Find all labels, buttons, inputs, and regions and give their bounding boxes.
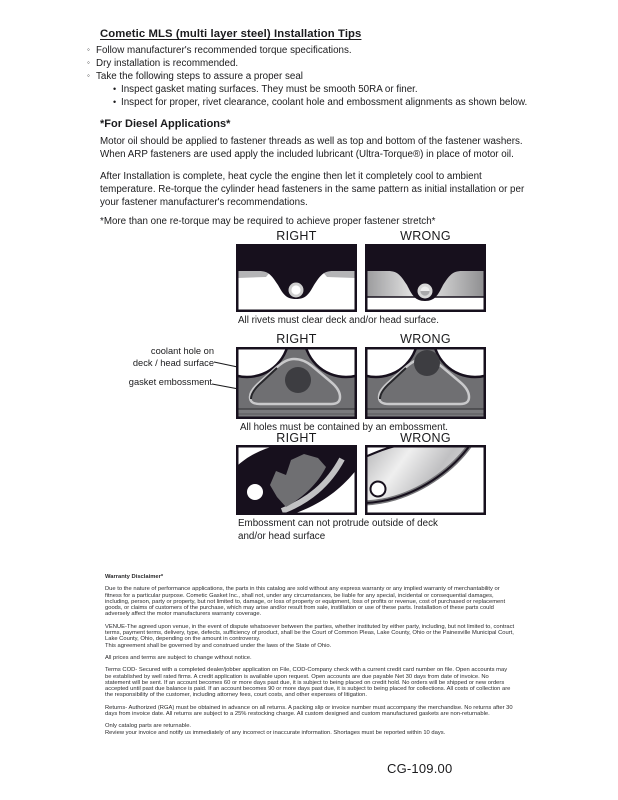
sub-bullet-marker: • bbox=[113, 84, 117, 94]
warranty-paragraph: Only catalog parts are returnable. Review your invoice and notify us immediately of any incorrect or inaccurate information. Shortages must be reported within 10 days. bbox=[105, 723, 446, 736]
warranty-paragraph: All prices and terms are subject to change without notice. bbox=[105, 654, 252, 661]
tip-item-text: Dry installation is recommended. bbox=[96, 58, 239, 69]
bullet-marker: ◦ bbox=[87, 71, 90, 80]
page-number: CG-109.00 bbox=[387, 761, 453, 776]
tip-item-text: Take the following steps to assure a proper seal bbox=[96, 71, 303, 82]
warranty-paragraph: VENUE-The agreed upon venue, in the event of dispute whatsoever between the parties, whether instituted by either party, including, but not limited to, contract terms, payment terms, delivery, type, defects, sufficiency of product, shall be the Court of Common Pleas, Lake County, Ohio or the Painesville Municipal Court, Lake County, Ohio, depending on the amount in controversy. This agreement shall be governed by and construed under the laws of the State of Ohio. bbox=[105, 623, 515, 649]
tip-item bbox=[87, 71, 303, 82]
tip-item bbox=[87, 58, 239, 69]
wrong-label: WRONG bbox=[400, 431, 451, 445]
figure1-right-image bbox=[236, 244, 357, 312]
tip-sub-item-text: Inspect for proper, rivet clearance, coolant hole and embossment alignments as shown below. bbox=[121, 97, 528, 108]
diesel-paragraph-1: Motor oil should be applied to fastener threads as well as top and bottom of the fastener washers. When ARP fasteners are used apply the included lubricant (Ultra-Torque®) in place of motor oil. bbox=[100, 136, 523, 160]
retorque-note: *More than one re-torque may be required to achieve proper fastener stretch* bbox=[100, 216, 436, 227]
tip-item-text: Follow manufacturer's recommended torque specifications. bbox=[96, 45, 352, 56]
warranty-paragraph: Terms COD- Secured with a completed dealer/jobber application on File, COD-Company check with a current credit card number on file. Open accounts may be established by well rated firms. A credit application is available upon request. Open accounts are due payable Net 30 days from date of invoice. No statement will be sent. If an account becomes 60 or more days past due, it is subject to being placed on credit hold. No orders will be shipped or new orders accepted until past due balance is paid. If an account becomes 90 or more days past due, it is subject to being placed for collections. All costs of collection are the responsibility of the customer, including attorney fees, court costs, and other expenses of litigation. bbox=[105, 667, 511, 699]
figure3-right-image bbox=[236, 445, 357, 515]
warranty-disclaimer bbox=[105, 574, 515, 742]
figure1-caption: All rivets must clear deck and/or head surface. bbox=[238, 315, 439, 326]
figure2-wrong-image bbox=[365, 347, 486, 419]
wrong-label: WRONG bbox=[400, 332, 451, 346]
warranty-paragraph: Due to the nature of performance applications, the parts in this catalog are sold without any express warranty or any implied warranty of merchantability or fitness for a particular purpose. Cometic Gasket Inc., shall not, under any circumstances, be liable for any special, incidental or consequential damages, including, person, party or property, but not limited to, damage, or loss of property or equipment, loss of profits or revenue, cost of purchased or replacement goods, or claims of customers of the purchase, which may arise and/or result from sale, instillation or use of these parts. Installation of these parts could adversely affect the motor manufacturers warranty coverage. bbox=[105, 586, 506, 618]
annotation-coolant-hole-label: coolant hole on deck / head surface bbox=[132, 346, 214, 368]
page-title: Cometic MLS (multi layer steel) Installation Tips bbox=[100, 28, 362, 40]
diesel-heading: *For Diesel Applications* bbox=[100, 118, 231, 130]
warranty-heading: Warranty Disclaimer* bbox=[105, 574, 164, 580]
figure2-caption: All holes must be contained by an embossment. bbox=[240, 422, 449, 433]
warranty-paragraph: Returns- Authorized (RGA) must be obtained in advance on all returns. A packing slip or invoice number must accompany the merchandise. No returns after 30 days from invoice date. All returns are subject to a 25% restocking charge. All custom designed and custom manufactured gaskets are non-returnable. bbox=[105, 704, 513, 718]
right-label: RIGHT bbox=[276, 229, 317, 243]
wrong-label: WRONG bbox=[400, 229, 451, 243]
sub-bullet-marker: • bbox=[113, 97, 117, 107]
figure1-wrong-image bbox=[365, 244, 486, 312]
right-label: RIGHT bbox=[276, 332, 317, 346]
figure3-wrong-image bbox=[365, 445, 486, 515]
tip-sub-item bbox=[113, 97, 528, 108]
figure2-right-image bbox=[236, 347, 357, 419]
bullet-marker: ◦ bbox=[87, 45, 90, 54]
figure3-caption: Embossment can not protrude outside of deck and/or head surface bbox=[238, 518, 438, 542]
tip-item bbox=[87, 45, 352, 56]
annotation-gasket-embossment-label: gasket embossment bbox=[128, 377, 212, 387]
right-label: RIGHT bbox=[276, 431, 317, 445]
bullet-marker: ◦ bbox=[87, 58, 90, 67]
tip-sub-item bbox=[113, 84, 418, 95]
tip-sub-item-text: Inspect gasket mating surfaces. They must be smooth 50RA or finer. bbox=[121, 84, 418, 95]
diesel-paragraph-2: After Installation is complete, heat cycle the engine then let it completely cool to ambient temperature. Re-torque the cylinder head fasteners in the same pattern as initial installation or per your fastener manufacturer's recommendations. bbox=[100, 171, 525, 208]
